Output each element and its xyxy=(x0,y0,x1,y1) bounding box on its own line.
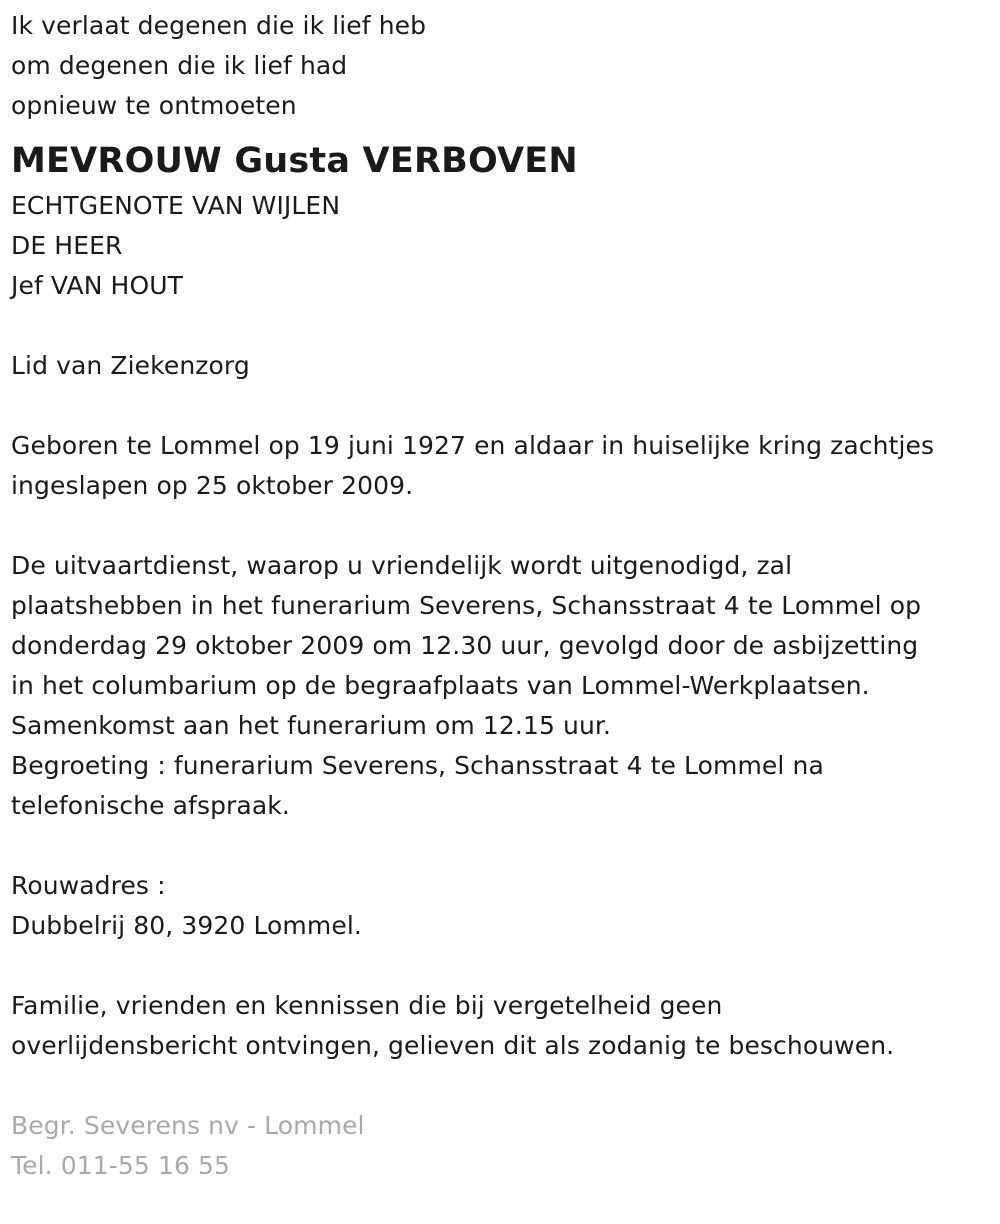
service-line: Samenkomst aan het funerarium om 12.15 uur. xyxy=(11,711,612,740)
service-line: in het columbarium op de begraafplaats van Lommel-Werkplaatsen. xyxy=(11,671,870,700)
deceased-block xyxy=(11,136,991,306)
service-line: De uitvaartdienst, waarop u vriendelijk wordt uitgenodigd, zal xyxy=(11,551,793,580)
birth-death-line: ingeslapen op 25 oktober 2009. xyxy=(11,471,414,500)
service-line: donderdag 29 oktober 2009 om 12.30 uur, gevolgd door de asbijzetting xyxy=(11,631,919,660)
address-value: Dubbelrij 80, 3920 Lommel. xyxy=(11,911,362,940)
spacer xyxy=(11,826,991,866)
service-block xyxy=(11,546,991,826)
spacer xyxy=(11,386,991,426)
address-label: Rouwadres : xyxy=(11,871,166,900)
spacer xyxy=(11,1066,991,1106)
quote-line: opnieuw te ontmoeten xyxy=(11,91,297,120)
funeral-phone: Tel. 011-55 16 55 xyxy=(11,1151,231,1180)
notice-line: overlijdensbericht ontvingen, gelieven dit als zodanig te beschouwen. xyxy=(11,1031,895,1060)
spacer xyxy=(11,306,991,346)
obituary-document xyxy=(11,6,991,1186)
spouse-line: ECHTGENOTE VAN WIJLEN xyxy=(11,191,341,220)
spouse-line: DE HEER xyxy=(11,231,123,260)
service-line: Begroeting : funerarium Severens, Schansstraat 4 te Lommel na xyxy=(11,751,824,780)
quote-line: om degenen die ik lief had xyxy=(11,51,348,80)
spouse-line: Jef VAN HOUT xyxy=(11,271,184,300)
spacer xyxy=(11,946,991,986)
address-block xyxy=(11,866,991,946)
membership-line: Lid van Ziekenzorg xyxy=(11,351,250,380)
service-line: telefonische afspraak. xyxy=(11,791,290,820)
notice-line: Familie, vrienden en kennissen die bij vergetelheid geen xyxy=(11,991,723,1020)
notice-block xyxy=(11,986,991,1066)
quote-block xyxy=(11,6,991,126)
birth-death-line: Geboren te Lommel op 19 juni 1927 en aldaar in huiselijke kring zachtjes xyxy=(11,431,935,460)
quote-line: Ik verlaat degenen die ik lief heb xyxy=(11,11,427,40)
deceased-name: MEVROUW Gusta VERBOVEN xyxy=(11,141,578,181)
funeral-company: Begr. Severens nv - Lommel xyxy=(11,1111,365,1140)
spacer xyxy=(11,506,991,546)
footer-block xyxy=(11,1106,991,1186)
service-line: plaatshebben in het funerarium Severens, Schansstraat 4 te Lommel op xyxy=(11,591,922,620)
birth-death-block xyxy=(11,426,991,506)
